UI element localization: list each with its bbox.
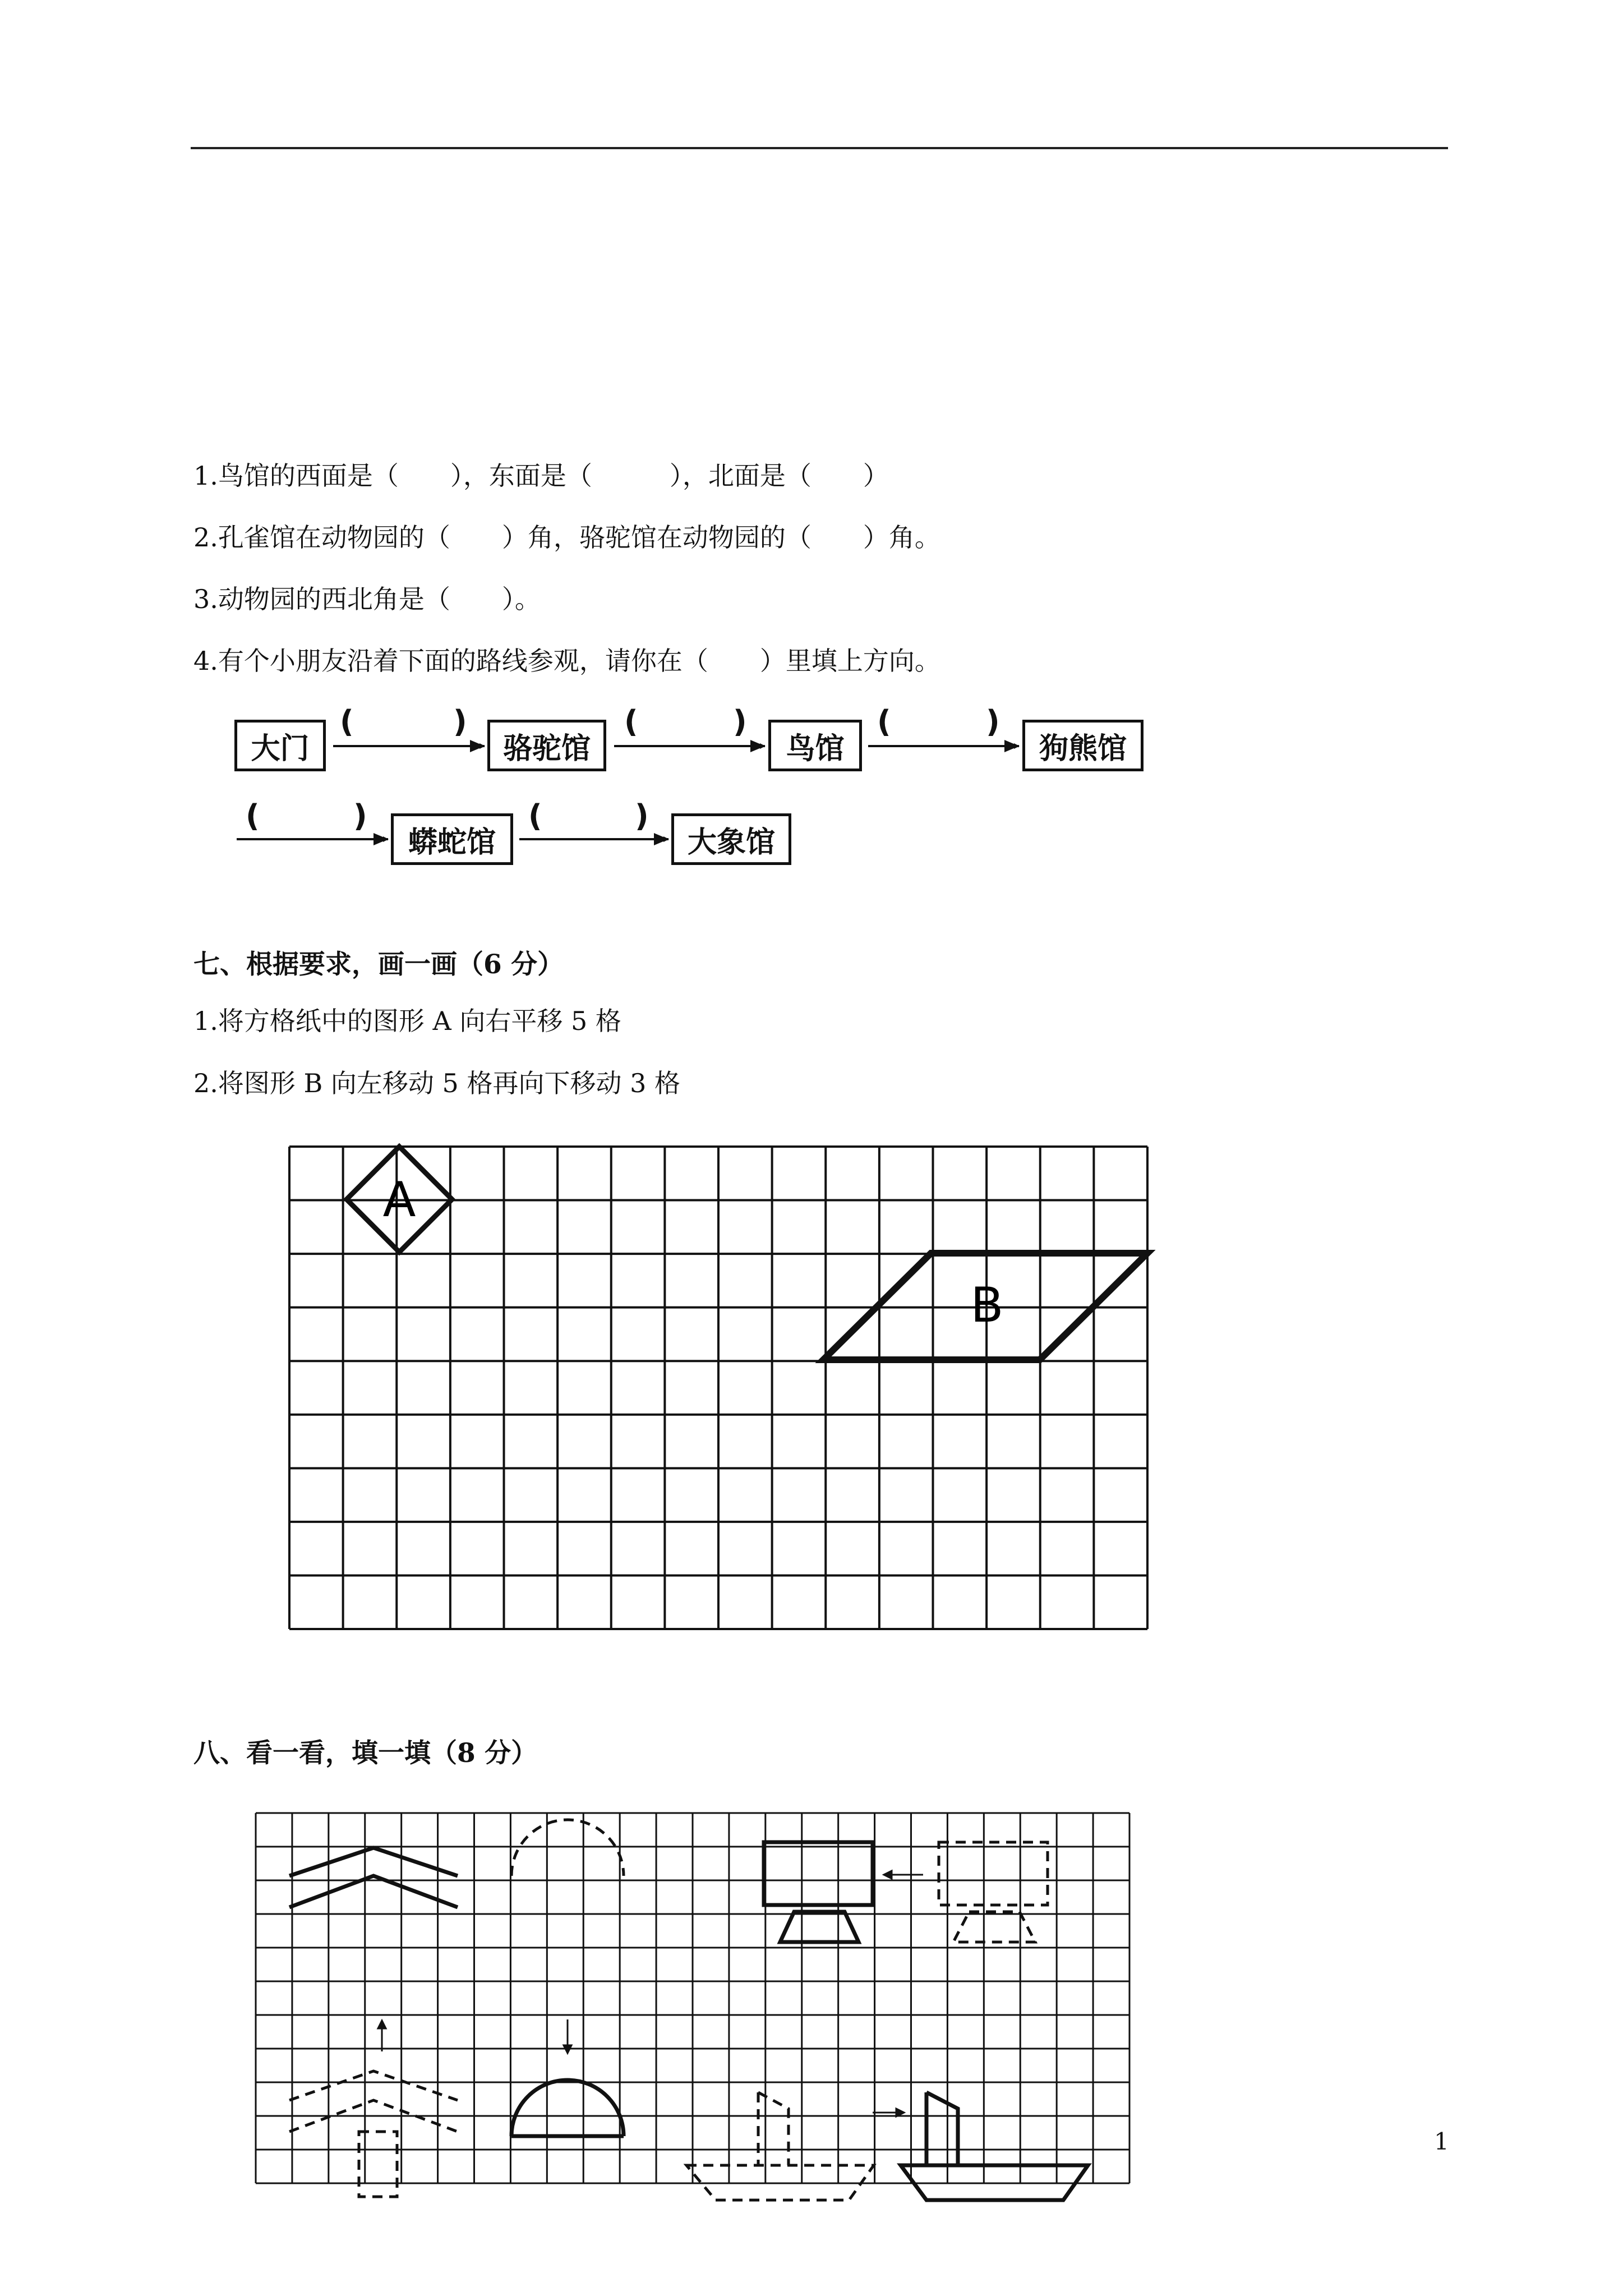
arrow-left-icon: [884, 1871, 892, 1879]
dashed-roof-upper: [289, 2071, 458, 2100]
arrow-down-icon: [564, 2045, 571, 2053]
route-stop-bear: 狗熊馆: [1022, 720, 1144, 771]
page-number: 1: [1434, 2128, 1449, 2155]
route-stop-gate: 大门: [234, 720, 326, 771]
solid-flag: [926, 2092, 958, 2165]
paren-open: (: [528, 798, 542, 834]
paren-close: ): [353, 798, 367, 834]
question-2: 2.孔雀馆在动物园的（ ）角，骆驼馆在动物园的（ ）角。: [193, 522, 940, 553]
paren-close: ): [453, 704, 467, 739]
solid-semicircle: [511, 2080, 624, 2136]
paren-close: ): [986, 704, 1000, 739]
dashed-rectangle: [939, 1842, 1048, 1905]
paren-open: (: [877, 704, 891, 739]
dashed-trapezoid: [953, 1912, 1035, 1942]
question-1: 1.鸟馆的西面是（ ），东面是（ ），北面是（ ）: [193, 461, 889, 491]
route-stop-snake: 蟒蛇馆: [391, 813, 513, 865]
solid-rectangle: [764, 1842, 873, 1905]
paren-open: (: [246, 798, 260, 834]
section-7-item-1: 1.将方格纸中的图形 A 向右平移 5 格: [193, 1006, 621, 1036]
route-stop-elephant: 大象馆: [671, 813, 791, 865]
shape-a-label: A: [382, 1172, 416, 1228]
question-3: 3.动物园的西北角是（ ）。: [193, 584, 541, 614]
section-7-title: 七、根据要求，画一画（6 分）: [193, 949, 564, 980]
grid-paper-8: [256, 1813, 1129, 2183]
roof-upper: [289, 1848, 458, 1876]
dashed-semicircle: [511, 1820, 624, 1876]
solid-trapezoid: [780, 1912, 859, 1942]
question-4: 4.有个小朋友沿着下面的路线参观，请你在（ ）里填上方向。: [193, 646, 940, 676]
shape-b-label: B: [970, 1277, 1004, 1333]
arrow-up-icon: [378, 2021, 386, 2028]
paren-close: ): [733, 704, 747, 739]
grid-paper-7: [289, 1147, 1147, 1629]
section-8-title: 八、看一看，填一填（8 分）: [193, 1738, 538, 1769]
paren-open: (: [624, 704, 638, 739]
route-stop-camel: 骆驼馆: [487, 720, 606, 771]
paren-open: (: [340, 704, 354, 739]
paren-close: ): [635, 798, 649, 834]
dashed-flag: [758, 2092, 789, 2165]
section-7-item-2: 2.将图形 B 向左移动 5 格再向下移动 3 格: [193, 1068, 680, 1098]
route-stop-bird: 鸟馆: [768, 720, 862, 771]
